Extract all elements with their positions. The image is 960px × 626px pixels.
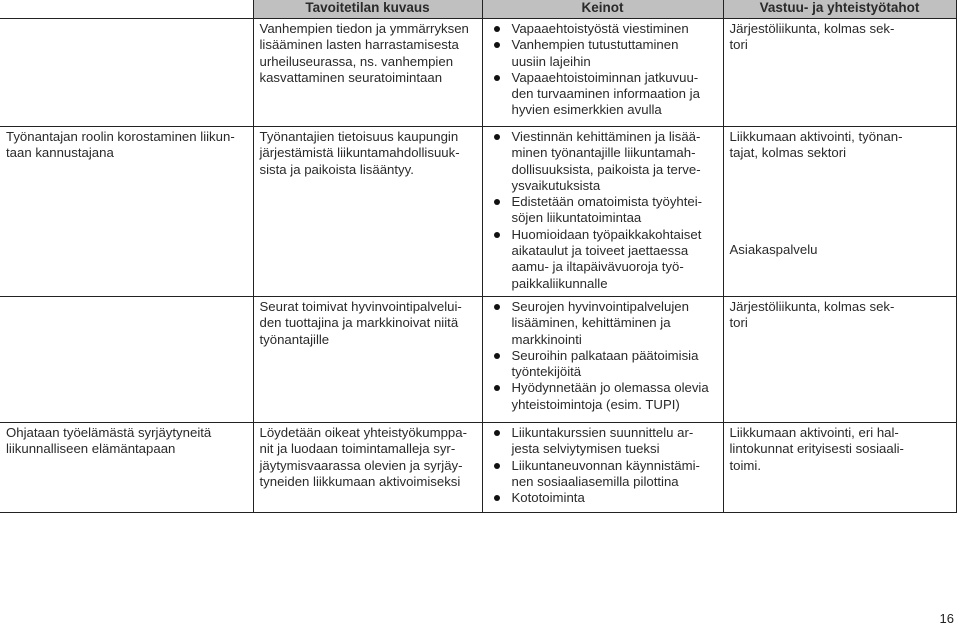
row-responsible: Järjestöliikunta, kolmas sek- tori xyxy=(723,19,956,127)
bullet-icon xyxy=(494,495,500,501)
row-means xyxy=(482,423,723,513)
table-row xyxy=(0,297,956,423)
list-item: Liikuntaneuvonnan käynnistämi- nen sosiaaliasemilla pilottina xyxy=(489,458,717,491)
row-responsible: Liikkumaan aktivointi, eri hal- lintokunnat erityisesti sosiaali- toimi. xyxy=(723,423,956,513)
bullet-icon xyxy=(494,42,500,48)
table-row xyxy=(0,19,956,127)
means-list xyxy=(489,299,717,413)
table-row xyxy=(0,423,956,513)
responsible-extra: Asiakaspalvelu xyxy=(729,241,818,257)
header-row xyxy=(0,0,956,19)
bullet-icon xyxy=(494,430,500,436)
row-goal: Seurat toimivat hyvinvointipalvelui- den tuottajina ja markkinoivat niitä työnantajille xyxy=(253,297,482,423)
header-goal-description: Tavoitetilan kuvaus xyxy=(253,0,482,19)
bullet-icon xyxy=(494,353,500,359)
bullet-icon xyxy=(494,199,500,205)
header-responsible-parties: Vastuu- ja yhteistyötahot xyxy=(723,0,956,19)
page-number: 16 xyxy=(939,611,954,626)
means-list xyxy=(489,425,717,506)
header-empty xyxy=(0,0,253,19)
list-item: Vanhempien tutustuttaminen uusiin lajeihin xyxy=(489,37,717,70)
row-topic xyxy=(0,297,253,423)
row-responsible: Liikkumaan aktivointi, työnan- tajat, kolmas sektori Asiakaspalvelu xyxy=(723,127,956,297)
bullet-icon xyxy=(494,75,500,81)
means-list xyxy=(489,21,717,119)
list-item: Edistetään omatoimista työyhtei- söjen liikuntatoimintaa xyxy=(489,194,717,227)
list-item: Hyödynnetään jo olemassa olevia yhteistoimintoja (esim. TUPI) xyxy=(489,380,717,413)
means-list xyxy=(489,129,717,292)
list-item: Liikuntakurssien suunnittelu ar- jesta selviytymisen tueksi xyxy=(489,425,717,458)
header-means: Keinot xyxy=(482,0,723,19)
list-item: Vapaaehtoistyöstä viestiminen xyxy=(489,21,717,37)
row-means xyxy=(482,19,723,127)
list-item: Viestinnän kehittäminen ja lisää- minen työnantajille liikuntamah- dollisuuksista, paikoista ja terve- ysvaikutuksista xyxy=(489,129,717,194)
bullet-icon xyxy=(494,304,500,310)
list-item: Seurojen hyvinvointipalvelujen lisääminen, kehittäminen ja markkinointi xyxy=(489,299,717,348)
bullet-icon xyxy=(494,232,500,238)
list-item: Seuroihin palkataan päätoimisia työntekijöitä xyxy=(489,348,717,381)
row-responsible: Järjestöliikunta, kolmas sek- tori xyxy=(723,297,956,423)
list-item: Kototoiminta xyxy=(489,490,717,506)
list-item: Vapaaehtoistoiminnan jatkuvuu- den turvaaminen informaation ja hyvien esimerkkien avulla xyxy=(489,70,717,119)
row-topic xyxy=(0,19,253,127)
bullet-icon xyxy=(494,463,500,469)
row-goal: Työnantajien tietoisuus kaupungin järjestämistä liikuntamahdollisuuk- sista ja paikoista lisääntyy. xyxy=(253,127,482,297)
bullet-icon xyxy=(494,385,500,391)
table-row xyxy=(0,127,956,297)
list-item: Huomioidaan työpaikkakohtaiset aikataulut ja toiveet jaettaessa aamu- ja iltapäivävuoroja työ- paikkaliikunnalle xyxy=(489,227,717,292)
bullet-icon xyxy=(494,134,500,140)
bullet-icon xyxy=(494,26,500,32)
row-topic: Ohjataan työelämästä syrjäytyneitä liikunnalliseen elämäntapaan xyxy=(0,423,253,513)
row-goal: Löydetään oikeat yhteistyökumppa- nit ja luodaan toimintamalleja syr- jäytymisvaarassa olevien ja syrjäy- tyneiden liikkumaan aktivoimiseksi xyxy=(253,423,482,513)
row-means xyxy=(482,297,723,423)
row-topic: Työnantajan roolin korostaminen liikun- taan kannustajana xyxy=(0,127,253,297)
row-goal: Vanhempien tiedon ja ymmärryksen lisääminen lasten harrastamisesta urheiluseurassa, ns. vanhempien kasvattaminen seuratoimintaan xyxy=(253,19,482,127)
row-means xyxy=(482,127,723,297)
